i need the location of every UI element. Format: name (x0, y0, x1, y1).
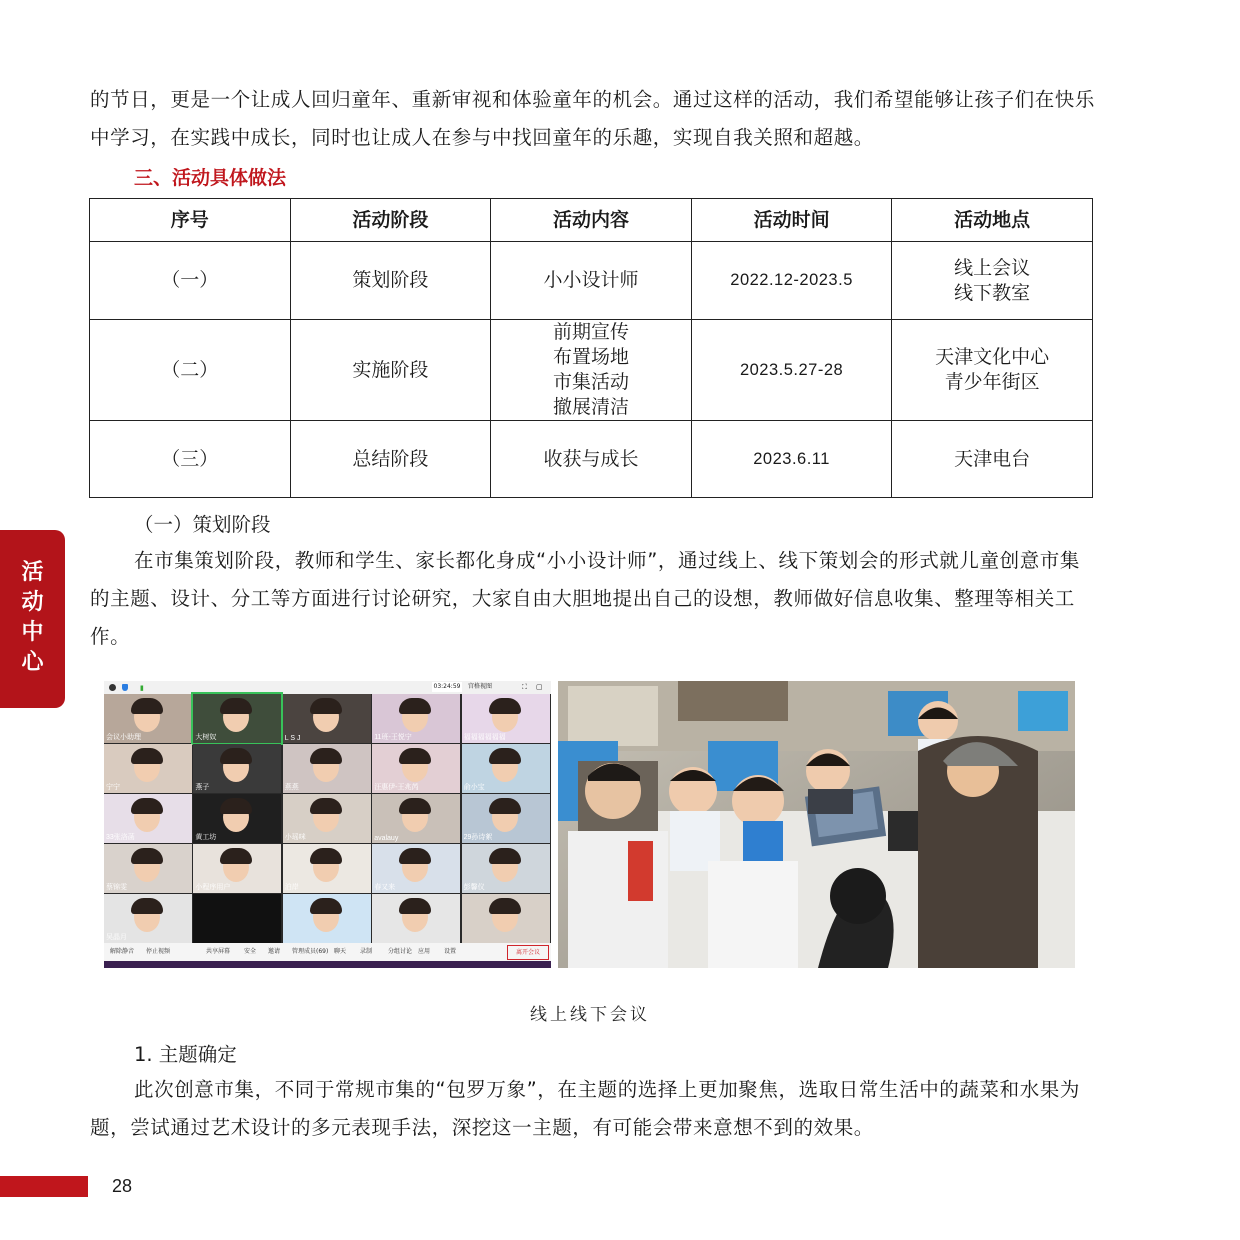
place-line: 线上会议 (954, 256, 1031, 279)
participant-name: 小程序用户 (195, 884, 231, 891)
participant-tile (372, 844, 460, 893)
participant-name: 吴晶月 (106, 934, 127, 941)
side-tab (0, 530, 65, 708)
planning-subheading: （一）策划阶段 (134, 513, 271, 536)
classroom-photo-illustration (558, 681, 1075, 968)
apps-button: 应用 (418, 948, 431, 955)
table-row (90, 242, 1093, 320)
participant-hair (131, 898, 163, 914)
place-line: 线下教室 (954, 281, 1031, 304)
planning-paragraph: 在市集策划阶段，教师和学生、家长都化身成“小小设计师”，通过线上、线下策划会的形式就儿童创意市集的主题、设计、分工等方面进行讨论研究，大家自由大胆地提出自己的设想，教师做好信息收集、整理等相关工作。 (90, 549, 1081, 648)
header-place: 活动地点 (892, 199, 1093, 242)
unmute-button: 解除静音 (110, 948, 135, 955)
fullscreen-icon: ⛶ (522, 683, 527, 691)
participant-tile (104, 794, 192, 843)
participant-name: 33张洛菡 (106, 834, 135, 841)
participant-tile (283, 794, 371, 843)
online-meeting-photo (104, 681, 551, 968)
header-time: 活动时间 (691, 199, 892, 242)
offline-meeting-photo (558, 681, 1075, 968)
header-no: 序号 (90, 199, 291, 242)
info-icon (109, 684, 116, 691)
participant-hair (399, 898, 431, 914)
security-button: 安全 (244, 948, 257, 955)
row-no: （一） (90, 242, 291, 320)
meeting-toolbar (104, 943, 551, 961)
participant-name: 泊岸 (284, 884, 299, 891)
content-line: 布置场地 (552, 346, 629, 368)
section-heading: 三、活动具体做法 (134, 167, 287, 189)
row-content (491, 242, 692, 320)
row-content (491, 421, 692, 498)
participant-tile (193, 694, 281, 743)
row-place (892, 421, 1093, 498)
participant-hair (310, 698, 342, 714)
participant-tile (462, 894, 550, 943)
participant-hair (489, 898, 521, 914)
participant-hair (399, 798, 431, 814)
participant-name: 福福福福福福 (463, 734, 506, 741)
header-content: 活动内容 (491, 199, 692, 242)
content-line: 市集活动 (552, 371, 629, 393)
participant-hair (131, 848, 163, 864)
place-line: 天津电台 (954, 447, 1031, 470)
participant-hair (220, 798, 252, 814)
participant-tile (283, 694, 371, 743)
settings-button: 设置 (444, 948, 457, 955)
participant-tile (193, 894, 281, 943)
table-header-row (90, 199, 1093, 242)
intro-paragraph: 的节日，更是一个让成人回归童年、重新审视和体验童年的机会。通过这样的活动，我们希望能够让孩子们在快乐中学习，在实践中成长，同时也让成人在参与中找回童年的乐趣，实现自我关照和超越。 (90, 88, 1096, 149)
participant-hair (220, 698, 252, 714)
participant-tile (462, 794, 550, 843)
participant-hair (220, 748, 252, 764)
side-tab-char: 中 (21, 620, 44, 645)
participant-name: 俞小宝 (463, 784, 485, 791)
participant-hair (131, 698, 163, 714)
row-stage: 总结阶段 (290, 421, 491, 498)
side-tab-char: 活 (21, 560, 44, 585)
participant-name: 大树奴 (195, 734, 217, 741)
stop-video-button: 停止视频 (146, 948, 171, 955)
participant-hair (399, 748, 431, 764)
participant-tile (372, 694, 460, 743)
theme-paragraph: 此次创意市集，不同于常规市集的“包罗万象”，在主题的选择上更加聚焦，选取日常生活中的蔬菜和水果为题，尝试通过艺术设计的多元表现手法，深挖这一主题，有可能会带来意想不到的效果。 (90, 1078, 1081, 1139)
participant-name: L S J (284, 735, 301, 742)
participant-grid (104, 694, 551, 944)
photo-caption: 线上线下会议 (530, 1005, 650, 1025)
view-toggle: 宫格视图 (468, 683, 493, 690)
content-line: 收获与成长 (543, 447, 639, 470)
side-tab-char: 心 (21, 650, 44, 675)
place-line: 天津文化中心 (935, 346, 1050, 368)
participant-name: 宁宁 (106, 784, 120, 791)
row-no: （三） (90, 421, 291, 498)
row-time: 2023.5.27-28 (691, 320, 892, 421)
manage-members-button: 管理成员(69) (292, 948, 329, 955)
participant-tile (193, 794, 281, 843)
participant-tile (104, 894, 192, 943)
participant-name: 小瑶咪 (284, 834, 306, 841)
meeting-top-bar (104, 681, 551, 694)
participant-hair (310, 748, 342, 764)
theme-subheading: 1. 主题确定 (134, 1043, 237, 1066)
participant-tile (372, 794, 460, 843)
side-tab-label (0, 558, 65, 678)
participant-tile (372, 894, 460, 943)
row-place (892, 320, 1093, 421)
participant-tile (462, 744, 550, 793)
place-line: 青少年街区 (944, 371, 1040, 393)
participant-tile (462, 844, 550, 893)
participant-name: 黄工坊 (195, 834, 217, 841)
participant-hair (489, 748, 521, 764)
participant-tile (193, 844, 281, 893)
participant-hair (310, 898, 342, 914)
header-stage: 活动阶段 (290, 199, 491, 242)
table-row (90, 421, 1093, 498)
invite-button: 邀请 (268, 948, 281, 955)
content-line: 前期宣传 (552, 321, 629, 343)
participant-tile (283, 844, 371, 893)
participant-tile (462, 694, 550, 743)
row-place (892, 242, 1093, 320)
participant-tile (104, 844, 192, 893)
participant-hair (399, 848, 431, 864)
participant-hair (131, 748, 163, 764)
participant-hair (489, 848, 521, 864)
side-tab-char: 动 (21, 590, 44, 615)
meeting-bottom-strip (104, 961, 551, 968)
participant-name: 11班-王悦宁 (374, 734, 412, 741)
participant-name: 蔡锦雯 (106, 884, 127, 891)
row-stage: 实施阶段 (290, 320, 491, 421)
participant-name: 29孙诗絮 (463, 834, 493, 841)
row-content (491, 320, 692, 421)
row-time: 2023.6.11 (691, 421, 892, 498)
signal-icon: ▮ (140, 684, 144, 692)
content-line: 撤展清洁 (552, 396, 629, 418)
participant-tile (193, 744, 281, 793)
participant-name: 春又来 (374, 884, 396, 891)
participant-tile (283, 744, 371, 793)
row-no: （二） (90, 320, 291, 421)
chat-button: 聊天 (334, 948, 347, 955)
shield-icon (122, 684, 128, 691)
footer-bar (0, 1176, 88, 1197)
participant-tile (104, 744, 192, 793)
content-line: 小小设计师 (543, 269, 639, 291)
participant-name: 燕燕 (284, 784, 299, 791)
window-icon: ▢ (536, 683, 543, 691)
leave-meeting-button: 离开会议 (507, 945, 549, 960)
row-stage: 策划阶段 (290, 242, 491, 320)
participant-hair (489, 798, 521, 814)
share-screen-button: 共享屏幕 (206, 948, 231, 955)
participant-name: avalauy (374, 835, 399, 842)
participant-name: 彭馨仪 (463, 884, 485, 891)
participant-hair (220, 848, 252, 864)
participant-hair (399, 698, 431, 714)
participant-name: 燕子 (195, 784, 210, 791)
activity-table (89, 198, 1093, 498)
row-time: 2022.12-2023.5 (691, 242, 892, 320)
participant-hair (310, 798, 342, 814)
participant-name: 会议小助理 (106, 734, 141, 741)
participant-hair (310, 848, 342, 864)
breakout-button: 分组讨论 (388, 948, 413, 955)
participant-name: 汪惠伊-王兆芮 (374, 784, 419, 791)
participant-hair (489, 698, 521, 714)
participant-tile (283, 894, 371, 943)
participant-tile (372, 744, 460, 793)
participant-tile (104, 694, 192, 743)
table-row (90, 320, 1093, 421)
participant-hair (131, 798, 163, 814)
meeting-timer: 03:24:59 (433, 683, 461, 690)
record-button: 录制 (360, 948, 373, 955)
page-number: 28 (112, 1176, 133, 1196)
